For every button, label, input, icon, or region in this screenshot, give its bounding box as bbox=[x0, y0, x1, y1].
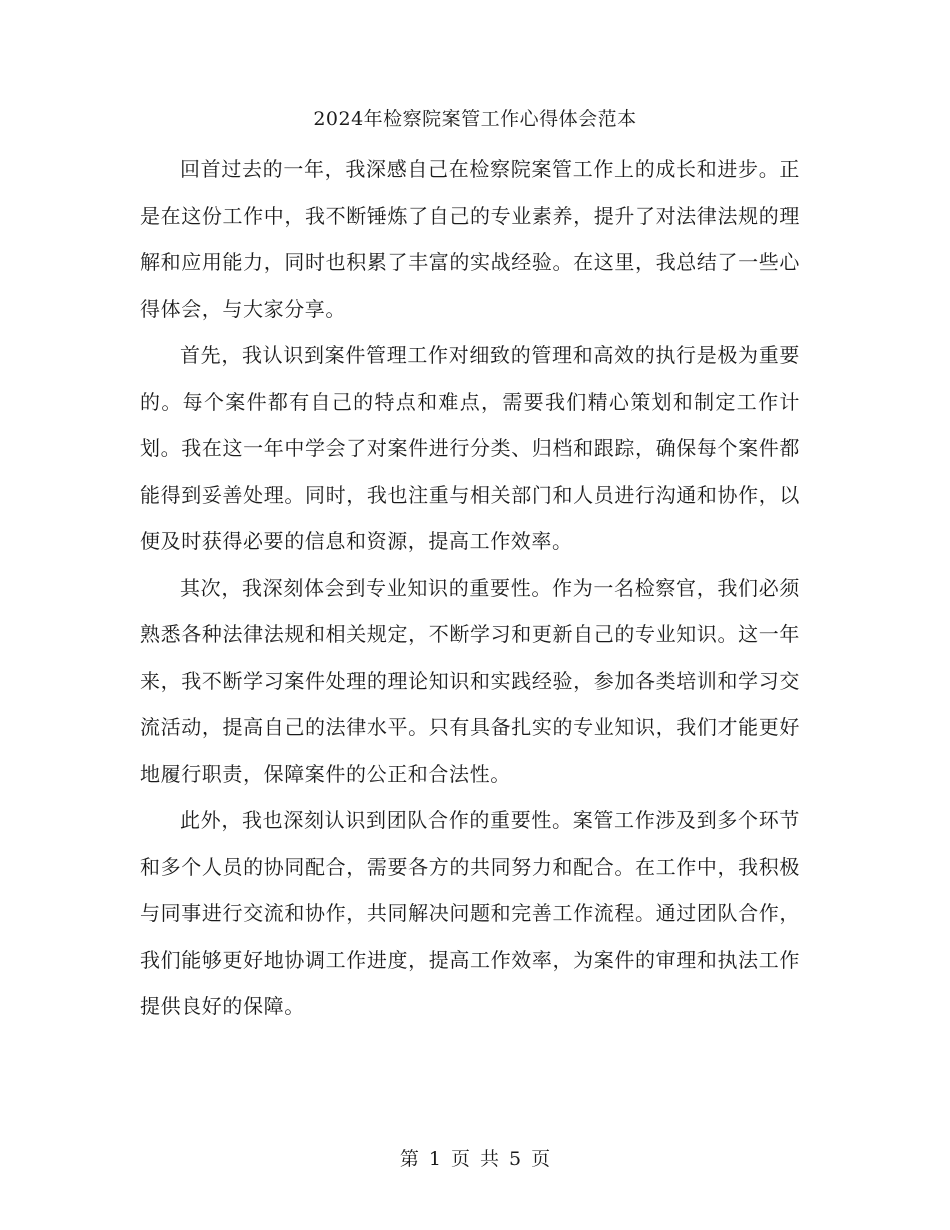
document-title: 2024年检察院案管工作心得体会范本 bbox=[313, 108, 637, 130]
paragraph-4: 此外，我也深刻认识到团队合作的重要性。案管工作涉及到多个环节和多个人员的协同配合，需要各方的共同努力和配合。在工作中，我积极与同事进行交流和协作，共同解决问题和完善工作流程。通过团队合作，我们能够更好地协调工作进度，提高工作效率，为案件的审理和执法工作提供良好的保障。 bbox=[140, 808, 800, 1018]
paragraph-2: 首先，我认识到案件管理工作对细致的管理和高效的执行是极为重要的。每个案件都有自己的特点和难点，需要我们精心策划和制定工作计划。我在这一年中学会了对案件进行分类、归档和跟踪，确保每个案件都能得到妥善处理。同时，我也注重与相关部门和人员进行沟通和协作，以便及时获得必要的信息和资源，提高工作效率。 bbox=[140, 343, 800, 553]
paragraph-1: 回首过去的一年，我深感自己在检察院案管工作上的成长和进步。正是在这份工作中，我不断锤炼了自己的专业素养，提升了对法律法规的理解和应用能力，同时也积累了丰富的实战经验。在这里，我总结了一些心得体会，与大家分享。 bbox=[140, 157, 800, 321]
paragraph-3: 其次，我深刻体会到专业知识的重要性。作为一名检察官，我们必须熟悉各种法律法规和相关规定，不断学习和更新自己的专业知识。这一年来，我不断学习案件处理的理论知识和实践经验，参加各类培训和学习交流活动，提高自己的法律水平。只有具备扎实的专业知识，我们才能更好地履行职责，保障案件的公正和合法性。 bbox=[140, 575, 800, 786]
page-number-footer: 第 1 页 共 5 页 bbox=[399, 1148, 551, 1170]
document-body bbox=[140, 146, 800, 1030]
